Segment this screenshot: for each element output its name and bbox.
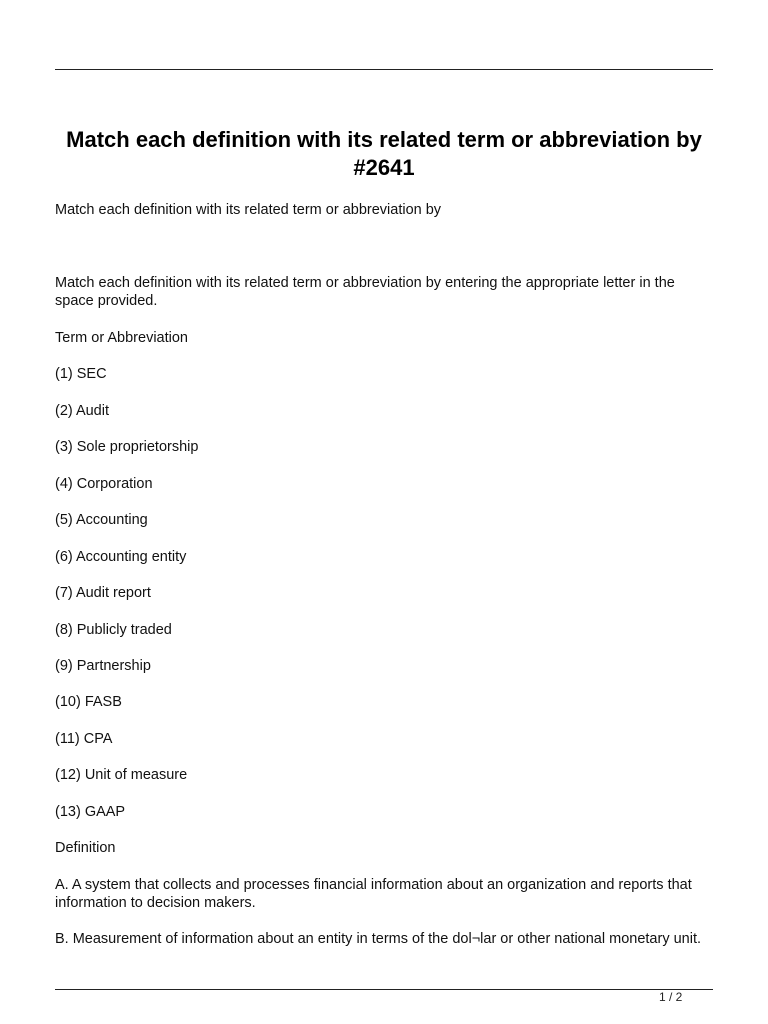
term-item: (1) SEC bbox=[55, 366, 107, 382]
bottom-divider bbox=[55, 989, 713, 990]
term-item: (2) Audit bbox=[55, 403, 109, 419]
term-item: (4) Corporation bbox=[55, 476, 153, 492]
top-divider bbox=[55, 69, 713, 70]
term-item: (10) FASB bbox=[55, 694, 122, 710]
term-item: (11) CPA bbox=[55, 731, 113, 747]
definition-item: A. A system that collects and processes financial information about an organization and reports that information to decision makers. bbox=[55, 877, 692, 911]
term-item: (6) Accounting entity bbox=[55, 549, 187, 565]
term-item: (5) Accounting bbox=[55, 512, 148, 528]
intro-short: Match each definition with its related term or abbreviation by bbox=[55, 202, 442, 218]
definitions-heading: Definition bbox=[55, 840, 116, 856]
term-item: (9) Partnership bbox=[55, 658, 151, 674]
intro-instructions: Match each definition with its related term or abbreviation by entering the appropriate letter in the space provided. bbox=[55, 275, 675, 309]
document-title: Match each definition with its related term or abbreviation by #2641 bbox=[66, 127, 702, 180]
term-item: (8) Publicly traded bbox=[55, 622, 172, 638]
term-item: (13) GAAP bbox=[55, 804, 126, 820]
term-item: (3) Sole proprietorship bbox=[55, 439, 199, 455]
terms-heading: Term or Abbreviation bbox=[55, 330, 188, 346]
page-number: 1 / 2 bbox=[659, 990, 683, 1004]
term-item: (7) Audit report bbox=[55, 585, 151, 601]
term-item: (12) Unit of measure bbox=[55, 767, 188, 783]
definition-item: B. Measurement of information about an entity in terms of the dol¬lar or other national monetary unit. bbox=[55, 931, 702, 947]
